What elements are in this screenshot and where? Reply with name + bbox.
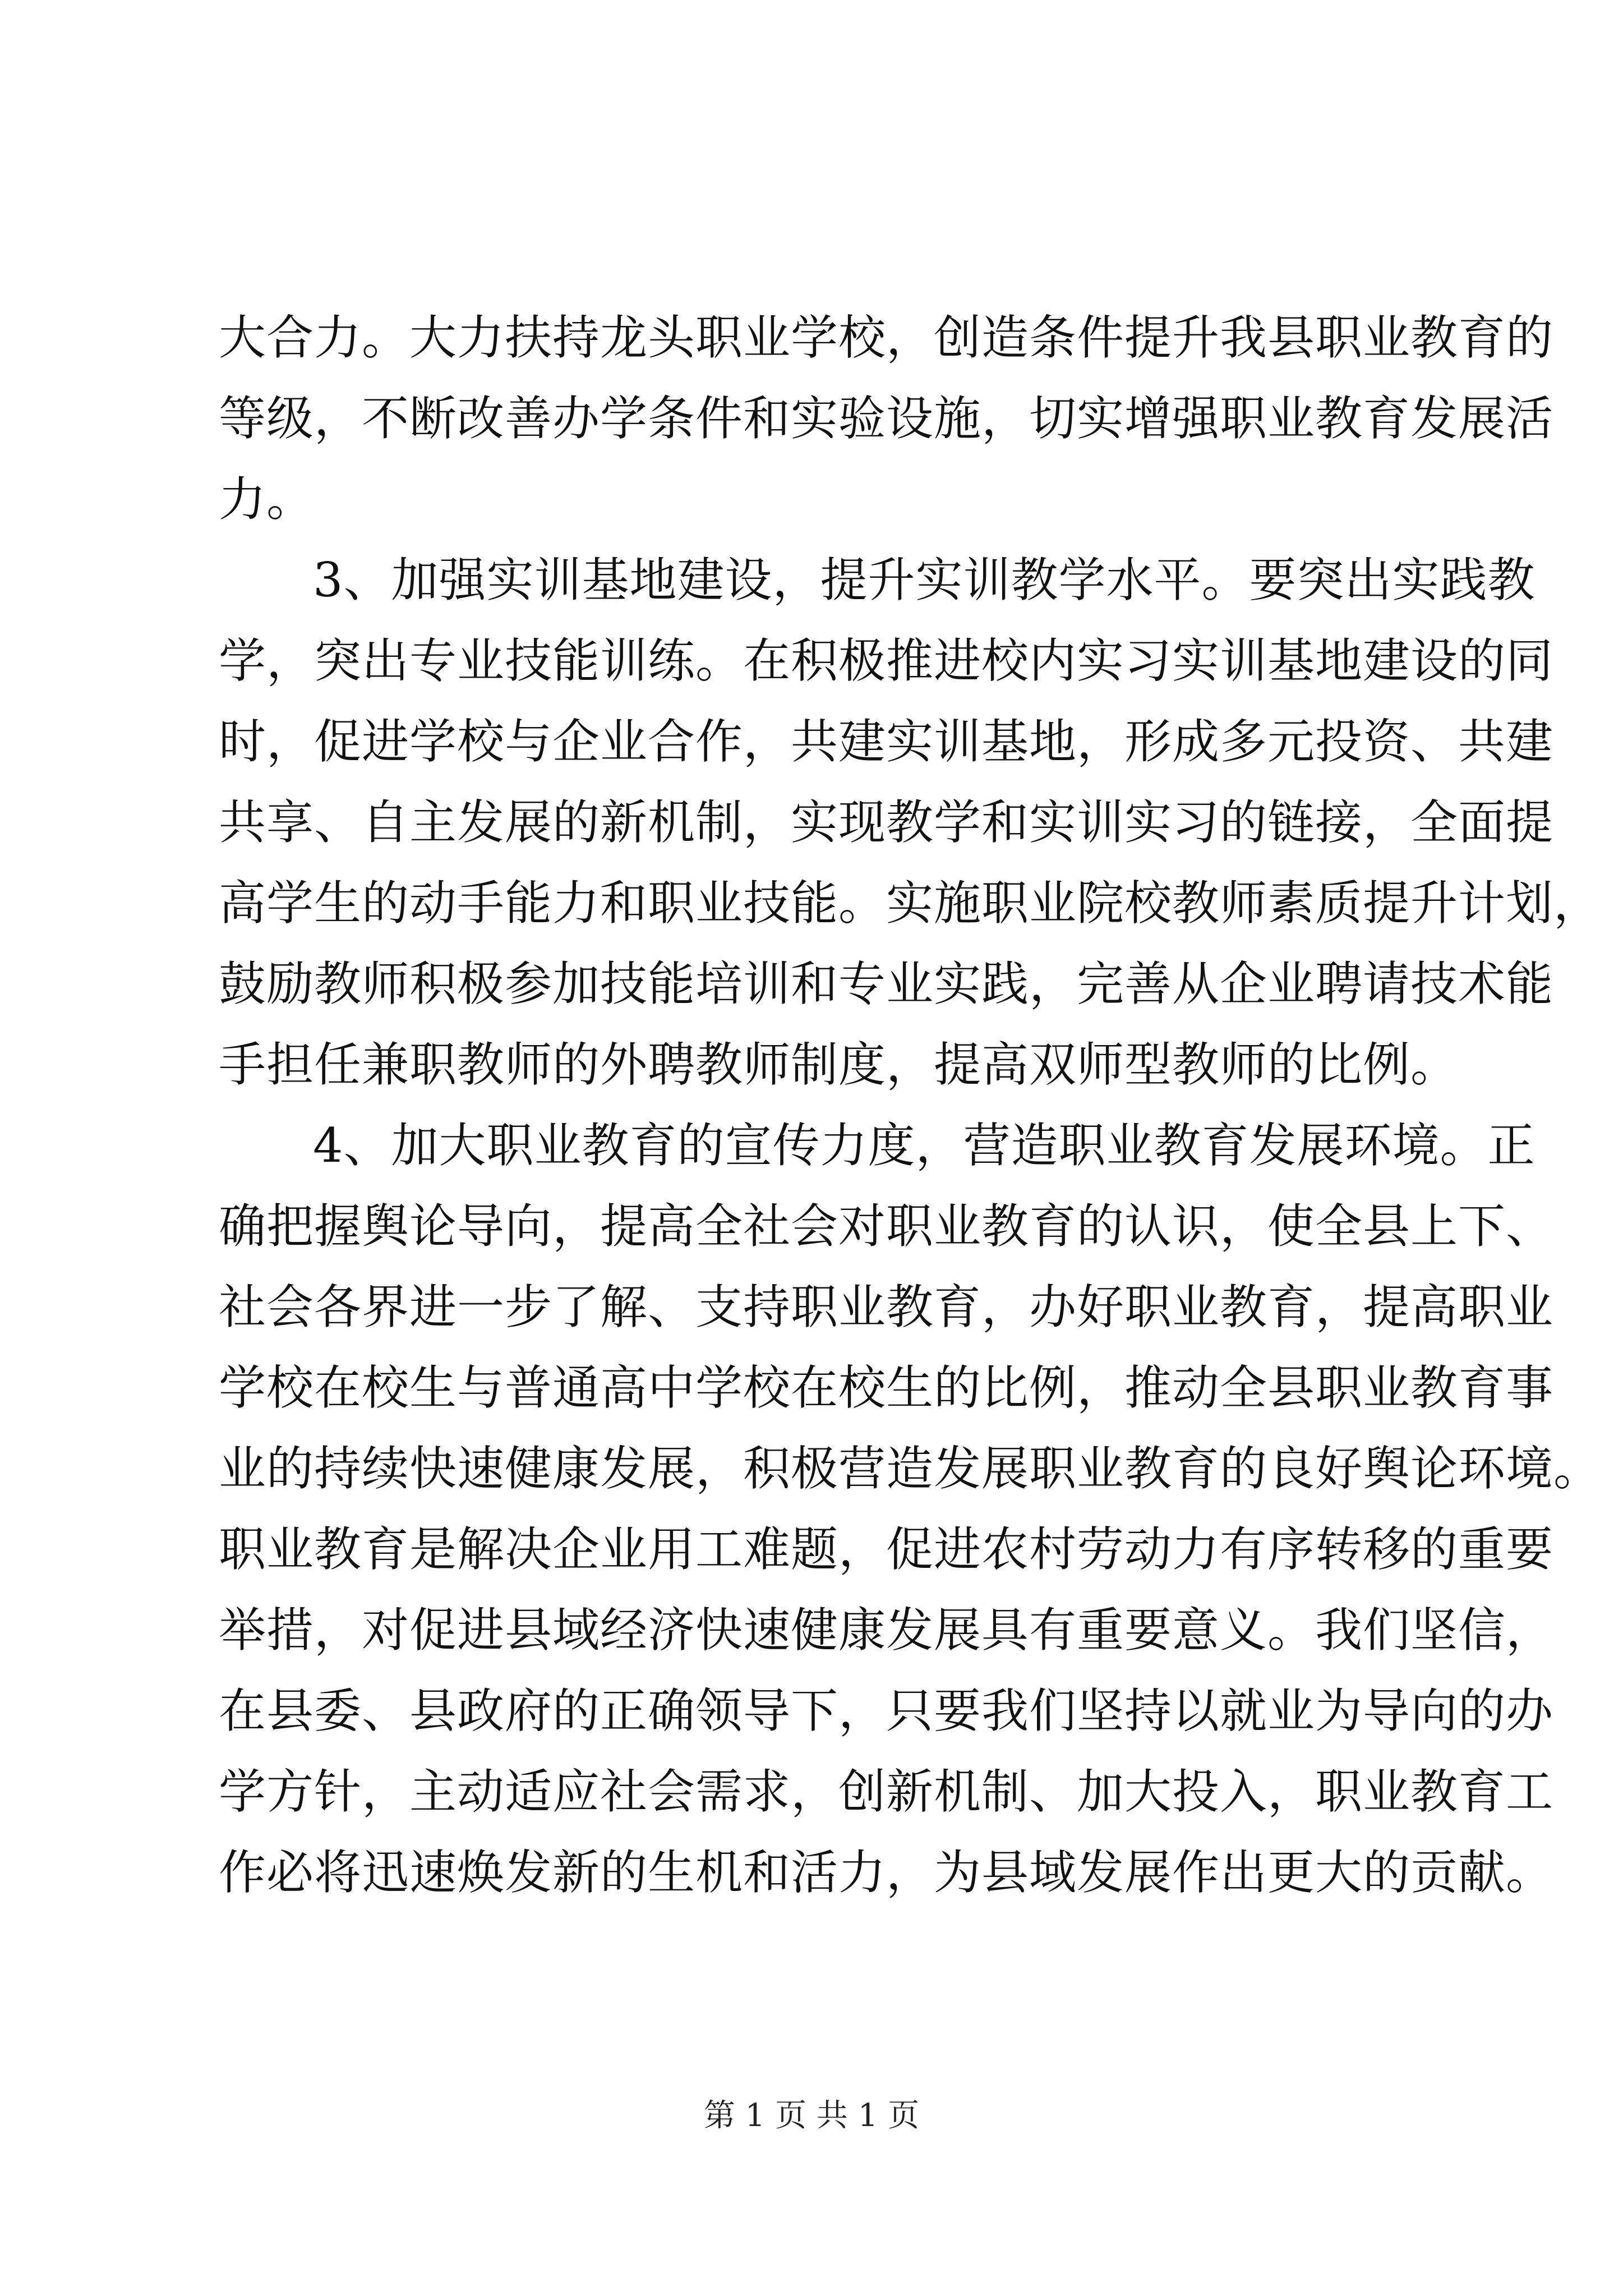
text-line: 职业教育是解决企业用工难题，促进农村劳动力有序转移的重要 [219, 1522, 1554, 1577]
text-line: 学，突出专业技能训练。在积极推进校内实习实训基地建设的同 [219, 633, 1554, 688]
page-footer: 第 1 页 共 1 页 [703, 2097, 920, 2134]
text-line: 业的持续快速健康发展，积极营造发展职业教育的良好舆论环境。 [219, 1441, 1602, 1496]
text-line: 鼓励教师积极参加技能培训和专业实践，完善从企业聘请技术能 [219, 956, 1554, 1011]
text-line: 等级，不断改善办学条件和实验设施，切实增强职业教育发展活 [219, 391, 1554, 446]
text-line: 确把握舆论导向，提高全社会对职业教育的认识，使全县上下、 [219, 1199, 1554, 1254]
text-line: 共享、自主发展的新机制，实现教学和实训实习的链接，全面提 [219, 795, 1554, 850]
text-line: 学校在校生与普通高中学校在校生的比例，推动全县职业教育事 [219, 1360, 1554, 1415]
text-line: 学方针，主动适应社会需求，创新机制、加大投入，职业教育工 [219, 1764, 1554, 1819]
paragraph-4-heading-line: 4、加大职业教育的宣传力度，营造职业教育发展环境。正 [313, 1118, 1536, 1173]
text-line: 在县委、县政府的正确领导下，只要我们坚持以就业为导向的办 [219, 1683, 1554, 1738]
text-line: 高学生的动手能力和职业技能。实施职业院校教师素质提升计划， [219, 876, 1602, 931]
text-line: 作必将迅速焕发新的生机和活力，为县域发展作出更大的贡献。 [219, 1845, 1554, 1900]
text-line: 手担任兼职教师的外聘教师制度，提高双师型教师的比例。 [219, 1037, 1459, 1092]
text-line: 力。 [219, 472, 315, 527]
text-line: 举措，对促进县域经济快速健康发展具有重要意义。我们坚信， [219, 1603, 1554, 1658]
text-line: 大合力。大力扶持龙头职业学校，创造条件提升我县职业教育的 [219, 310, 1554, 365]
text-line: 社会各界进一步了解、支持职业教育，办好职业教育，提高职业 [219, 1280, 1554, 1335]
paragraph-3-heading-line: 3、加强实训基地建设，提升实训教学水平。要突出实践教 [313, 553, 1536, 608]
document-body [219, 297, 1602, 1913]
text-line: 时，促进学校与企业合作，共建实训基地，形成多元投资、共建 [219, 714, 1554, 769]
